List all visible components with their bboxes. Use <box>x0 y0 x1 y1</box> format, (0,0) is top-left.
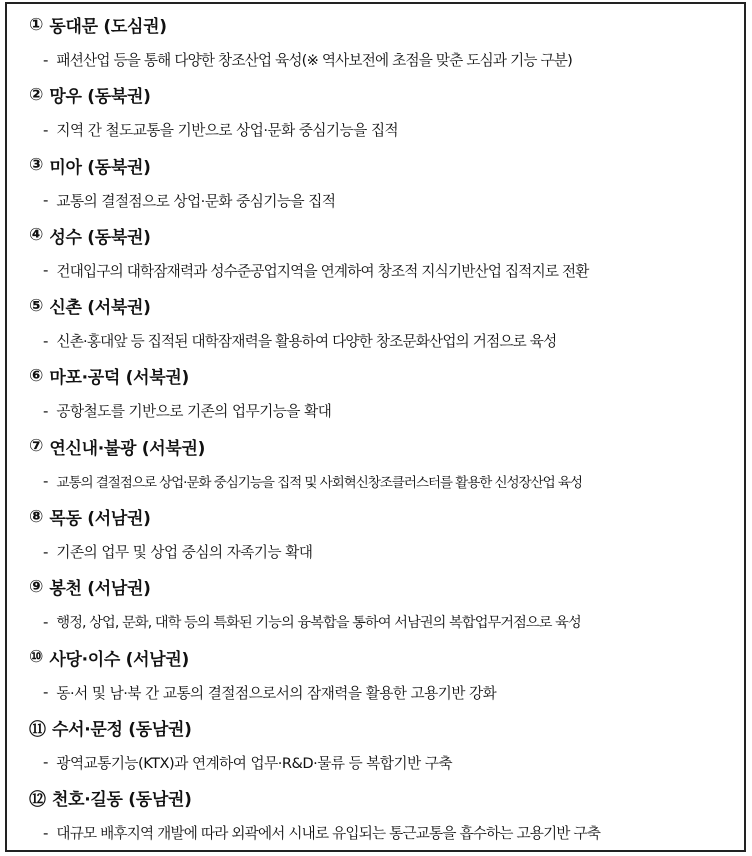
entry-number: ① <box>29 14 44 35</box>
entry-description: 신촌·홍대앞 등 집적된 대학잠재력을 활용하여 다양한 창조문화산업의 거점으로 육성 <box>56 333 557 351</box>
entry-title: 망우 (동북권) <box>49 87 151 108</box>
entry-heading <box>29 81 734 108</box>
entry-description-line <box>29 468 734 495</box>
entry-description: 행정, 상업, 문화, 대학 등의 특화된 기능의 융복합을 통하여 서남권의 복합업무거점으로 육성 <box>56 614 581 631</box>
center-entry-4 <box>29 222 734 292</box>
entry-number: ⑤ <box>29 295 44 316</box>
center-entry-1 <box>29 11 734 81</box>
dash-bullet: - <box>43 261 49 280</box>
entry-title: 미아 (동북권) <box>49 157 151 178</box>
entry-title: 목동 (서남권) <box>49 509 151 530</box>
entry-heading <box>29 152 734 179</box>
entry-description-line <box>29 257 734 284</box>
entry-heading <box>29 573 734 600</box>
entry-number: ⑥ <box>29 365 44 386</box>
entry-heading <box>29 222 734 249</box>
entry-description-line <box>29 538 734 565</box>
entry-description: 기존의 업무 및 상업 중심의 자족기능 확대 <box>56 544 313 562</box>
entry-heading <box>29 714 734 741</box>
dash-bullet: - <box>43 120 49 139</box>
entry-title: 마포·공덕 (서북권) <box>49 368 189 389</box>
entry-title: 수서·문정 (동남권) <box>52 719 192 740</box>
entry-number: ⑧ <box>29 506 44 527</box>
entry-number: ③ <box>29 155 44 176</box>
entry-description: 교통의 결절점으로 상업·문화 중심기능을 집적 <box>56 192 336 210</box>
entry-description: 대규모 배후지역 개발에 따라 외곽에서 시내로 유입되는 통근교통을 흡수하는 고용기반 구축 <box>56 825 601 843</box>
entry-description: 지역 간 철도교통을 기반으로 상업·문화 중심기능을 집적 <box>56 122 399 140</box>
entry-description: 공항철도를 기반으로 기존의 업무기능을 확대 <box>56 403 332 421</box>
dash-bullet: - <box>43 50 49 69</box>
entry-description: 건대입구의 대학잠재력과 성수준공업지역을 연계하여 창조적 지식기반산업 집적지로 전환 <box>56 262 589 280</box>
dash-bullet: - <box>43 191 49 210</box>
entry-description: 광역교통기능(KTX)과 연계하여 업무·R&D·물류 등 복합기반 구축 <box>56 754 453 772</box>
entry-number: ⑨ <box>29 576 44 597</box>
entry-description: 교통의 결절점으로 상업·문화 중심기능을 집적 및 사회혁신창조클러스터를 활용한 신성장산업 육성 <box>56 475 582 492</box>
entry-description: 동·서 및 남·북 간 교통의 결절점으로서의 잠재력을 활용한 고용기반 강화 <box>56 684 497 702</box>
entry-heading <box>29 292 734 319</box>
center-entry-6 <box>29 362 734 432</box>
entry-heading <box>29 433 734 460</box>
center-entry-7 <box>29 433 734 503</box>
dash-bullet: - <box>43 542 49 561</box>
center-entry-10 <box>29 644 734 714</box>
entry-heading <box>29 784 734 811</box>
entry-title: 연신내·불광 (서북권) <box>49 438 206 459</box>
entry-title: 봉천 (서남권) <box>49 579 151 600</box>
dash-bullet: - <box>43 331 49 350</box>
entry-description-line <box>29 749 734 776</box>
entry-title: 동대문 (도심권) <box>49 17 167 37</box>
entry-title: 신촌 (서북권) <box>49 298 151 319</box>
dash-bullet: - <box>43 612 49 631</box>
center-entry-11 <box>29 714 734 784</box>
center-entry-3 <box>29 152 734 222</box>
entry-number: ② <box>29 84 44 105</box>
entry-description-line <box>29 608 734 635</box>
entry-number: ⑪ <box>29 719 46 740</box>
entry-heading <box>29 644 734 671</box>
dash-bullet: - <box>43 683 49 702</box>
center-entry-9 <box>29 573 734 643</box>
entry-description: 패션산업 등을 통해 다양한 창조산업 육성(※ 역사보전에 초점을 맞춘 도심과 기능 구분) <box>56 52 572 69</box>
entry-title: 사당·이수 (서남권) <box>49 649 189 670</box>
dash-bullet: - <box>43 401 49 420</box>
entry-description-line <box>29 46 734 73</box>
entry-title: 천호·길동 (동남권) <box>52 790 192 811</box>
entry-description-line <box>29 116 734 143</box>
center-entry-5 <box>29 292 734 362</box>
document-frame <box>5 2 746 852</box>
dash-bullet: - <box>43 753 49 772</box>
entry-description-line <box>29 819 734 846</box>
entry-number: ⑫ <box>29 790 46 811</box>
entry-heading <box>29 503 734 530</box>
entry-number: ⑦ <box>29 436 44 457</box>
entry-description-line <box>29 327 734 354</box>
center-entry-12 <box>29 784 734 854</box>
entry-heading <box>29 362 734 389</box>
entry-number: ④ <box>29 225 44 246</box>
entry-heading <box>29 11 734 38</box>
center-entry-8 <box>29 503 734 573</box>
entry-description-line <box>29 679 734 706</box>
dash-bullet: - <box>43 823 49 842</box>
entry-description-line <box>29 187 734 214</box>
entry-description-line <box>29 397 734 424</box>
entry-title: 성수 (동북권) <box>49 227 151 248</box>
dash-bullet: - <box>43 472 49 491</box>
center-entry-2 <box>29 81 734 151</box>
entry-number: ⑩ <box>29 647 44 668</box>
